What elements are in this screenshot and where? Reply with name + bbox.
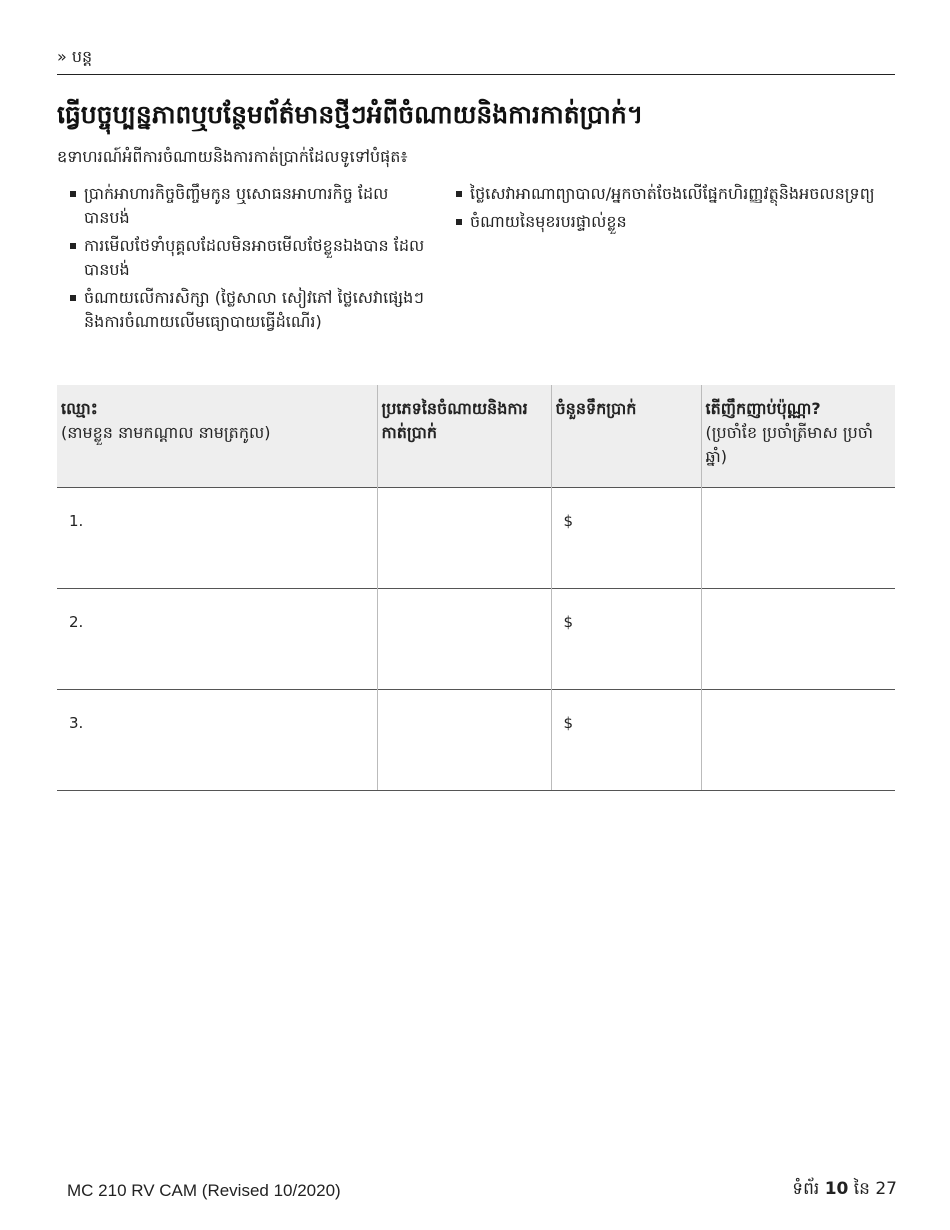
list-item: ប្រាក់អាហារកិច្ចចិញ្ចឹមកូន ឬសោធនអាហារកិច្ច ដែលបានបង់	[70, 182, 430, 230]
frequency-cell[interactable]	[701, 690, 895, 791]
list-item: ការមើលថែទាំបុគ្គលដែលមិនអាចមើលថែខ្លួនឯងបាន ដែលបានបង់	[70, 234, 430, 282]
list-item: ថ្លៃសេវាអាណាព្យាបាល/អ្នកចាត់ចែងលើផ្នែកហិរញ្ញវត្ថុនិងអចលនទ្រព្យ	[456, 182, 876, 206]
header-divider	[57, 74, 895, 75]
list-item: ចំណាយលើការសិក្សា (ថ្លៃសាលា សៀវភៅ ថ្លៃសេវាផ្សេងៗ និងការចំណាយលើមធ្យោបាយធ្វើដំណើរ)	[70, 286, 430, 334]
currency-symbol: $	[563, 512, 574, 530]
header-frequency	[701, 385, 895, 488]
amount-cell[interactable]	[551, 690, 701, 791]
table-row	[57, 690, 895, 791]
amount-cell[interactable]	[551, 488, 701, 589]
row-number: 2.	[69, 613, 84, 631]
page-title: ធ្វើបច្ចុប្បន្នភាពឬបន្ថែមព័ត៌មានថ្មីៗអំពីចំណាយនិងការកាត់ប្រាក់។	[57, 100, 644, 129]
table-row	[57, 589, 895, 690]
row-number: 1.	[69, 512, 84, 530]
page-total: 27	[875, 1179, 897, 1199]
type-cell[interactable]	[377, 690, 551, 791]
name-cell[interactable]	[57, 589, 377, 690]
header-type	[377, 385, 551, 488]
header-name	[57, 385, 377, 488]
page-subtitle: ឧទាហរណ៍អំពីការចំណាយនិងការកាត់ប្រាក់ដែលទូទៅបំផុត៖	[57, 147, 408, 166]
header-name-title: ឈ្មោះ	[61, 399, 98, 418]
table-row	[57, 488, 895, 589]
page-prefix: ទំព័រ	[792, 1179, 820, 1199]
header-amount	[551, 385, 701, 488]
frequency-cell[interactable]	[701, 589, 895, 690]
table-header-row	[57, 385, 895, 488]
amount-cell[interactable]	[551, 589, 701, 690]
type-cell[interactable]	[377, 589, 551, 690]
page-number: 10	[824, 1179, 849, 1199]
form-id: MC 210 RV CAM (Revised 10/2020)	[67, 1181, 341, 1200]
list-item: ចំណាយនៃមុខរបរផ្ទាល់ខ្លួន	[456, 210, 876, 234]
page-of: នៃ	[853, 1179, 870, 1199]
header-type-title: ប្រភេទនៃចំណាយនិងការកាត់ប្រាក់	[381, 399, 528, 442]
header-amount-title: ចំនួនទឹកប្រាក់	[555, 399, 637, 418]
examples-list-right	[456, 182, 876, 238]
header-frequency-title: តើញឹកញាប់ប៉ុណ្ណា?	[705, 399, 821, 418]
name-cell[interactable]	[57, 488, 377, 589]
currency-symbol: $	[563, 613, 574, 631]
type-cell[interactable]	[377, 488, 551, 589]
row-number: 3.	[69, 714, 84, 732]
header-frequency-sub: (ប្រចាំខែ ប្រចាំត្រីមាស ប្រចាំឆ្នាំ)	[705, 423, 874, 466]
name-cell[interactable]	[57, 690, 377, 791]
frequency-cell[interactable]	[701, 488, 895, 589]
page-indicator	[792, 1178, 897, 1203]
continued-label: » បន្ត	[57, 47, 93, 66]
header-name-sub: (នាមខ្លួន នាមកណ្ដាល នាមត្រកូល)	[61, 423, 271, 442]
expenses-table	[57, 385, 895, 791]
examples-list-left	[70, 182, 430, 338]
currency-symbol: $	[563, 714, 574, 732]
